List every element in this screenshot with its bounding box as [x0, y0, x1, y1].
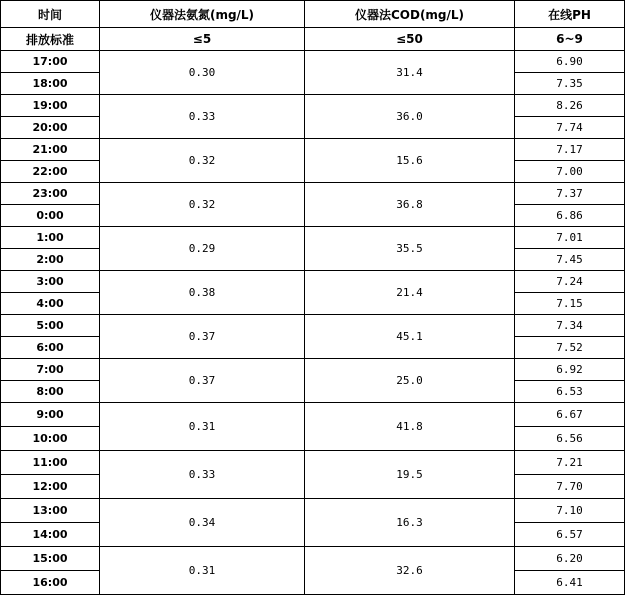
table-row	[1, 499, 625, 523]
cod-cell: 15.6	[305, 139, 515, 183]
time-cell: 13:00	[1, 499, 100, 523]
ammonia-cell: 0.31	[100, 547, 305, 595]
time-cell: 19:00	[1, 95, 100, 117]
ph-cell: 6.90	[515, 51, 625, 73]
table-row	[1, 359, 625, 381]
header-ph: 在线PH	[515, 1, 625, 28]
cod-cell: 35.5	[305, 227, 515, 271]
ph-cell: 8.26	[515, 95, 625, 117]
ammonia-cell: 0.37	[100, 359, 305, 403]
standard-ph: 6~9	[515, 28, 625, 51]
time-cell: 9:00	[1, 403, 100, 427]
ph-cell: 6.53	[515, 381, 625, 403]
ph-cell: 7.35	[515, 73, 625, 95]
ph-cell: 6.57	[515, 523, 625, 547]
ammonia-cell: 0.32	[100, 183, 305, 227]
time-cell: 22:00	[1, 161, 100, 183]
cod-cell: 16.3	[305, 499, 515, 547]
header-ammonia: 仪器法氨氮(mg/L)	[100, 1, 305, 28]
time-cell: 23:00	[1, 183, 100, 205]
table-row	[1, 403, 625, 427]
table-body	[1, 51, 625, 595]
table-row	[1, 95, 625, 117]
time-cell: 0:00	[1, 205, 100, 227]
standard-cod: ≤50	[305, 28, 515, 51]
header-row	[1, 1, 625, 28]
ph-cell: 7.45	[515, 249, 625, 271]
ammonia-cell: 0.32	[100, 139, 305, 183]
time-cell: 4:00	[1, 293, 100, 315]
time-cell: 17:00	[1, 51, 100, 73]
time-cell: 18:00	[1, 73, 100, 95]
cod-cell: 21.4	[305, 271, 515, 315]
standard-label: 排放标准	[1, 28, 100, 51]
table-row	[1, 547, 625, 571]
cod-cell: 19.5	[305, 451, 515, 499]
ammonia-cell: 0.34	[100, 499, 305, 547]
ammonia-cell: 0.37	[100, 315, 305, 359]
time-cell: 3:00	[1, 271, 100, 293]
ammonia-cell: 0.29	[100, 227, 305, 271]
header-cod: 仪器法COD(mg/L)	[305, 1, 515, 28]
ph-cell: 7.34	[515, 315, 625, 337]
header-time: 时间	[1, 1, 100, 28]
ph-cell: 7.21	[515, 451, 625, 475]
ph-cell: 6.20	[515, 547, 625, 571]
table-row	[1, 315, 625, 337]
cod-cell: 32.6	[305, 547, 515, 595]
time-cell: 6:00	[1, 337, 100, 359]
ph-cell: 7.37	[515, 183, 625, 205]
ph-cell: 7.10	[515, 499, 625, 523]
cod-cell: 36.8	[305, 183, 515, 227]
ammonia-cell: 0.33	[100, 95, 305, 139]
ph-cell: 6.67	[515, 403, 625, 427]
time-cell: 11:00	[1, 451, 100, 475]
ph-cell: 7.74	[515, 117, 625, 139]
cod-cell: 41.8	[305, 403, 515, 451]
standard-row	[1, 28, 625, 51]
time-cell: 10:00	[1, 427, 100, 451]
time-cell: 16:00	[1, 571, 100, 595]
time-cell: 15:00	[1, 547, 100, 571]
table-row	[1, 139, 625, 161]
table-row	[1, 51, 625, 73]
ph-cell: 6.41	[515, 571, 625, 595]
ph-cell: 7.00	[515, 161, 625, 183]
ph-cell: 7.15	[515, 293, 625, 315]
time-cell: 21:00	[1, 139, 100, 161]
ph-cell: 6.92	[515, 359, 625, 381]
table-row	[1, 183, 625, 205]
time-cell: 5:00	[1, 315, 100, 337]
ph-cell: 7.24	[515, 271, 625, 293]
standard-ammonia: ≤5	[100, 28, 305, 51]
ammonia-cell: 0.38	[100, 271, 305, 315]
ph-cell: 7.01	[515, 227, 625, 249]
time-cell: 14:00	[1, 523, 100, 547]
time-cell: 1:00	[1, 227, 100, 249]
cod-cell: 31.4	[305, 51, 515, 95]
time-cell: 2:00	[1, 249, 100, 271]
time-cell: 8:00	[1, 381, 100, 403]
ph-cell: 7.52	[515, 337, 625, 359]
table-row	[1, 271, 625, 293]
ammonia-cell: 0.33	[100, 451, 305, 499]
cod-cell: 36.0	[305, 95, 515, 139]
time-cell: 7:00	[1, 359, 100, 381]
ammonia-cell: 0.31	[100, 403, 305, 451]
ph-cell: 6.56	[515, 427, 625, 451]
ph-cell: 7.70	[515, 475, 625, 499]
ph-cell: 6.86	[515, 205, 625, 227]
time-cell: 12:00	[1, 475, 100, 499]
time-cell: 20:00	[1, 117, 100, 139]
cod-cell: 45.1	[305, 315, 515, 359]
ph-cell: 7.17	[515, 139, 625, 161]
ammonia-cell: 0.30	[100, 51, 305, 95]
table-row	[1, 227, 625, 249]
table-row	[1, 451, 625, 475]
cod-cell: 25.0	[305, 359, 515, 403]
